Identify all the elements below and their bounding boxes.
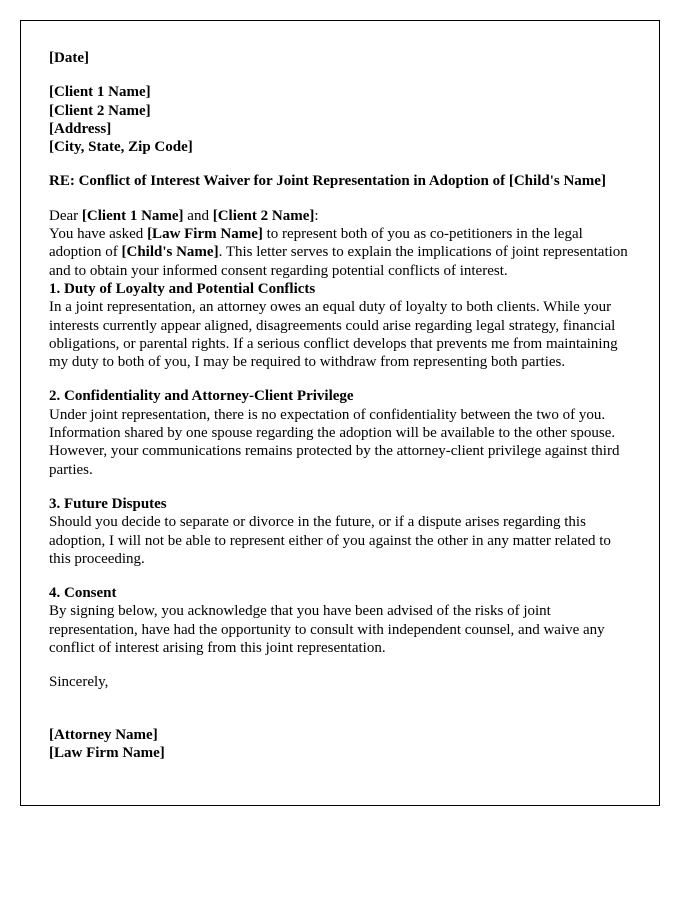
salutation-client1: [Client 1 Name] xyxy=(81,207,184,224)
date-line: [Date] xyxy=(49,50,89,66)
intro-paragraph xyxy=(49,225,631,280)
section-confidentiality xyxy=(49,387,631,478)
section-body-4: By signing below, you acknowledge that you have been advised of the risks of joint representation, have had the opportunity to consult with independent counsel, and waive any conflict of interest arising from this joint representation. xyxy=(49,603,605,657)
salutation-mid: and xyxy=(183,207,213,224)
intro-child-name: [Child's Name] xyxy=(121,244,219,261)
section-body-1: In a joint representation, an attorney owes an equal duty of loyalty to both clients. While your interests currently appear aligned, disagreements could arise regarding legal strategy, financial obligations, or parental rights. If a serious conflict develops that prevents me from maintaining my duty to both of you, I may be required to withdraw from representing both parties. xyxy=(49,299,618,371)
salutation-client2: [Client 2 Name] xyxy=(212,207,315,224)
intro-segment-1: You have asked xyxy=(49,226,148,243)
signature-law-firm-name: [Law Firm Name] xyxy=(49,744,165,761)
recipient-client2: [Client 2 Name] xyxy=(49,102,151,119)
section-heading-4: 4. Consent xyxy=(49,585,117,602)
signature-block xyxy=(49,726,631,763)
salutation-pre: Dear xyxy=(49,207,82,224)
recipient-client1: [Client 1 Name] xyxy=(49,84,151,101)
letter-page xyxy=(20,20,660,806)
section-heading-3: 3. Future Disputes xyxy=(49,495,167,512)
recipient-city-state-zip: [City, State, Zip Code] xyxy=(49,139,193,156)
intro-law-firm-name: [Law Firm Name] xyxy=(147,226,263,243)
recipient-address: [Address] xyxy=(49,120,112,137)
section-consent xyxy=(49,584,631,657)
signature-attorney-name: [Attorney Name] xyxy=(49,726,158,743)
salutation-post: : xyxy=(314,207,319,224)
subject-line: RE: Conflict of Interest Waiver for Joint Representation in Adoption of [Child's Name] xyxy=(49,173,606,190)
section-heading-1: 1. Duty of Loyalty and Potential Conflicts xyxy=(49,280,316,297)
intro-segment-2: to represent both of you as co-petitioners in the legal adoption of xyxy=(49,226,583,261)
closing-line: Sincerely, xyxy=(49,674,109,691)
section-duty-of-loyalty xyxy=(49,280,631,371)
salutation xyxy=(49,207,631,225)
recipient-block xyxy=(49,83,631,156)
section-body-2: Under joint representation, there is no expectation of confidentiality between the two of you. Information shared by one spouse regarding the adoption will be available to the other spouse. However, your communications remains protected by the attorney-client privilege against third parties. xyxy=(49,406,620,478)
section-future-disputes xyxy=(49,495,631,568)
section-heading-2: 2. Confidentiality and Attorney-Client Privilege xyxy=(49,388,354,405)
section-body-3: Should you decide to separate or divorce in the future, or if a dispute arises regarding this adoption, I will not be able to represent either of you against the other in any matter related to this proceeding. xyxy=(49,514,611,567)
intro-segment-3: . This letter serves to explain the implications of joint representation and to obtain your informed consent regarding potential conflicts of interest. xyxy=(49,244,628,279)
